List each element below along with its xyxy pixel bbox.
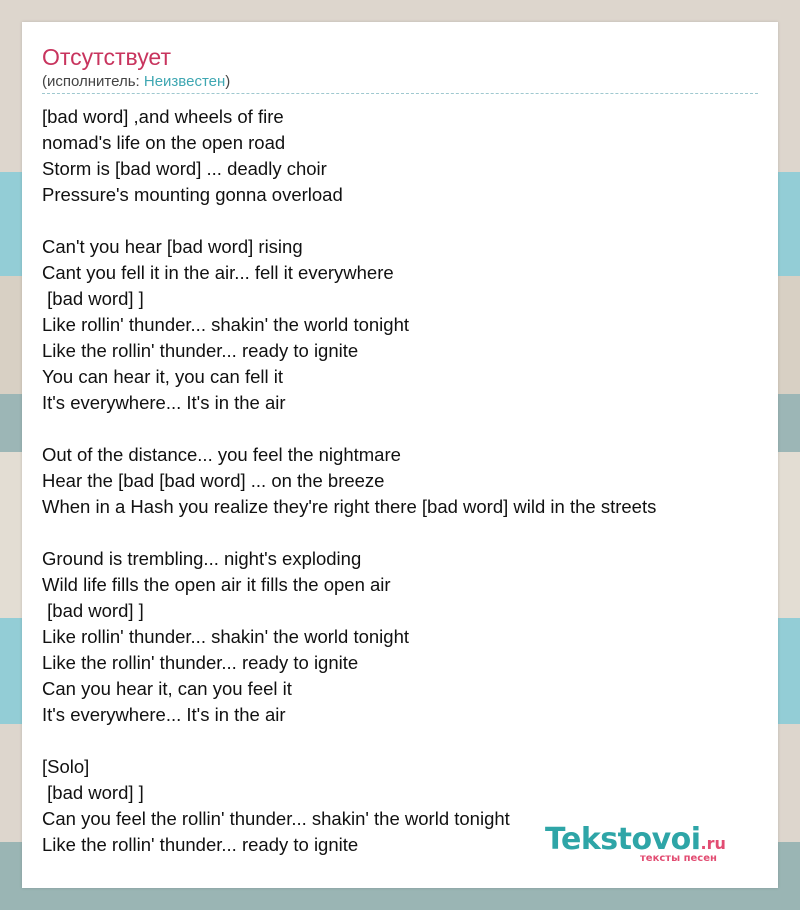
- lyrics-line: Pressure's mounting gonna overload: [42, 184, 343, 205]
- lyrics-line: Storm is [bad word] ... deadly choir: [42, 158, 327, 179]
- lyrics-line: Like the rollin' thunder... ready to ignite: [42, 340, 359, 361]
- lyrics-line: It's everywhere... It's in the air: [42, 704, 286, 725]
- lyrics-line: [bad word] ,and wheels of fire: [42, 106, 284, 127]
- artist-line: [42, 72, 230, 92]
- lyrics-card: [22, 22, 778, 888]
- lyrics-line: Hear the [bad [bad word] ... on the breeze: [42, 470, 385, 491]
- lyrics-line: Wild life fills the open air it fills the open air: [42, 574, 391, 595]
- artist-suffix: ): [225, 73, 231, 90]
- lyrics-line: [bad word] ]: [42, 288, 144, 309]
- lyrics-line: Like the rollin' thunder... ready to ignite: [42, 652, 359, 673]
- lyrics-line: [bad word] ]: [42, 782, 144, 803]
- lyrics-blank-line: [42, 520, 758, 546]
- lyrics-blank-line: [42, 728, 758, 754]
- lyrics-line: Ground is trembling... night's exploding: [42, 548, 362, 569]
- lyrics-blank-line: [42, 208, 758, 234]
- lyrics-line: Can't you hear [bad word] rising: [42, 236, 303, 257]
- lyrics-line: When in a Hash you realize they're right there [bad word] wild in the streets: [42, 496, 657, 517]
- lyrics-line: [bad word] ]: [42, 600, 144, 621]
- title-divider: [42, 93, 758, 94]
- lyrics-text: [42, 104, 758, 858]
- lyrics-line: It's everywhere... It's in the air: [42, 392, 286, 413]
- lyrics-line: Can you hear it, can you feel it: [42, 678, 292, 699]
- lyrics-line: Out of the distance... you feel the nightmare: [42, 444, 401, 465]
- lyrics-line: Like rollin' thunder... shakin' the world tonight: [42, 626, 410, 647]
- lyrics-line: [Solo]: [42, 756, 90, 777]
- logo-tld: .ru: [700, 834, 726, 853]
- lyrics-line: Can you feel the rollin' thunder... shakin' the world tonight: [42, 808, 510, 829]
- lyrics-line: Like the rollin' thunder... ready to ignite: [42, 834, 359, 855]
- lyrics-blank-line: [42, 416, 758, 442]
- lyrics-line: You can hear it, you can fell it: [42, 366, 283, 387]
- logo-name: Tekstovoi: [545, 822, 701, 857]
- lyrics-line: Cant you fell it in the air... fell it everywhere: [42, 262, 394, 283]
- lyrics-line: Like rollin' thunder... shakin' the world tonight: [42, 314, 410, 335]
- song-title: Отсутствует: [42, 44, 171, 70]
- artist-link[interactable]: Неизвестен: [143, 73, 226, 90]
- artist-prefix: (исполнитель:: [42, 73, 144, 90]
- lyrics-line: nomad's life on the open road: [42, 132, 286, 153]
- logo-tagline: тексты песен: [640, 853, 717, 864]
